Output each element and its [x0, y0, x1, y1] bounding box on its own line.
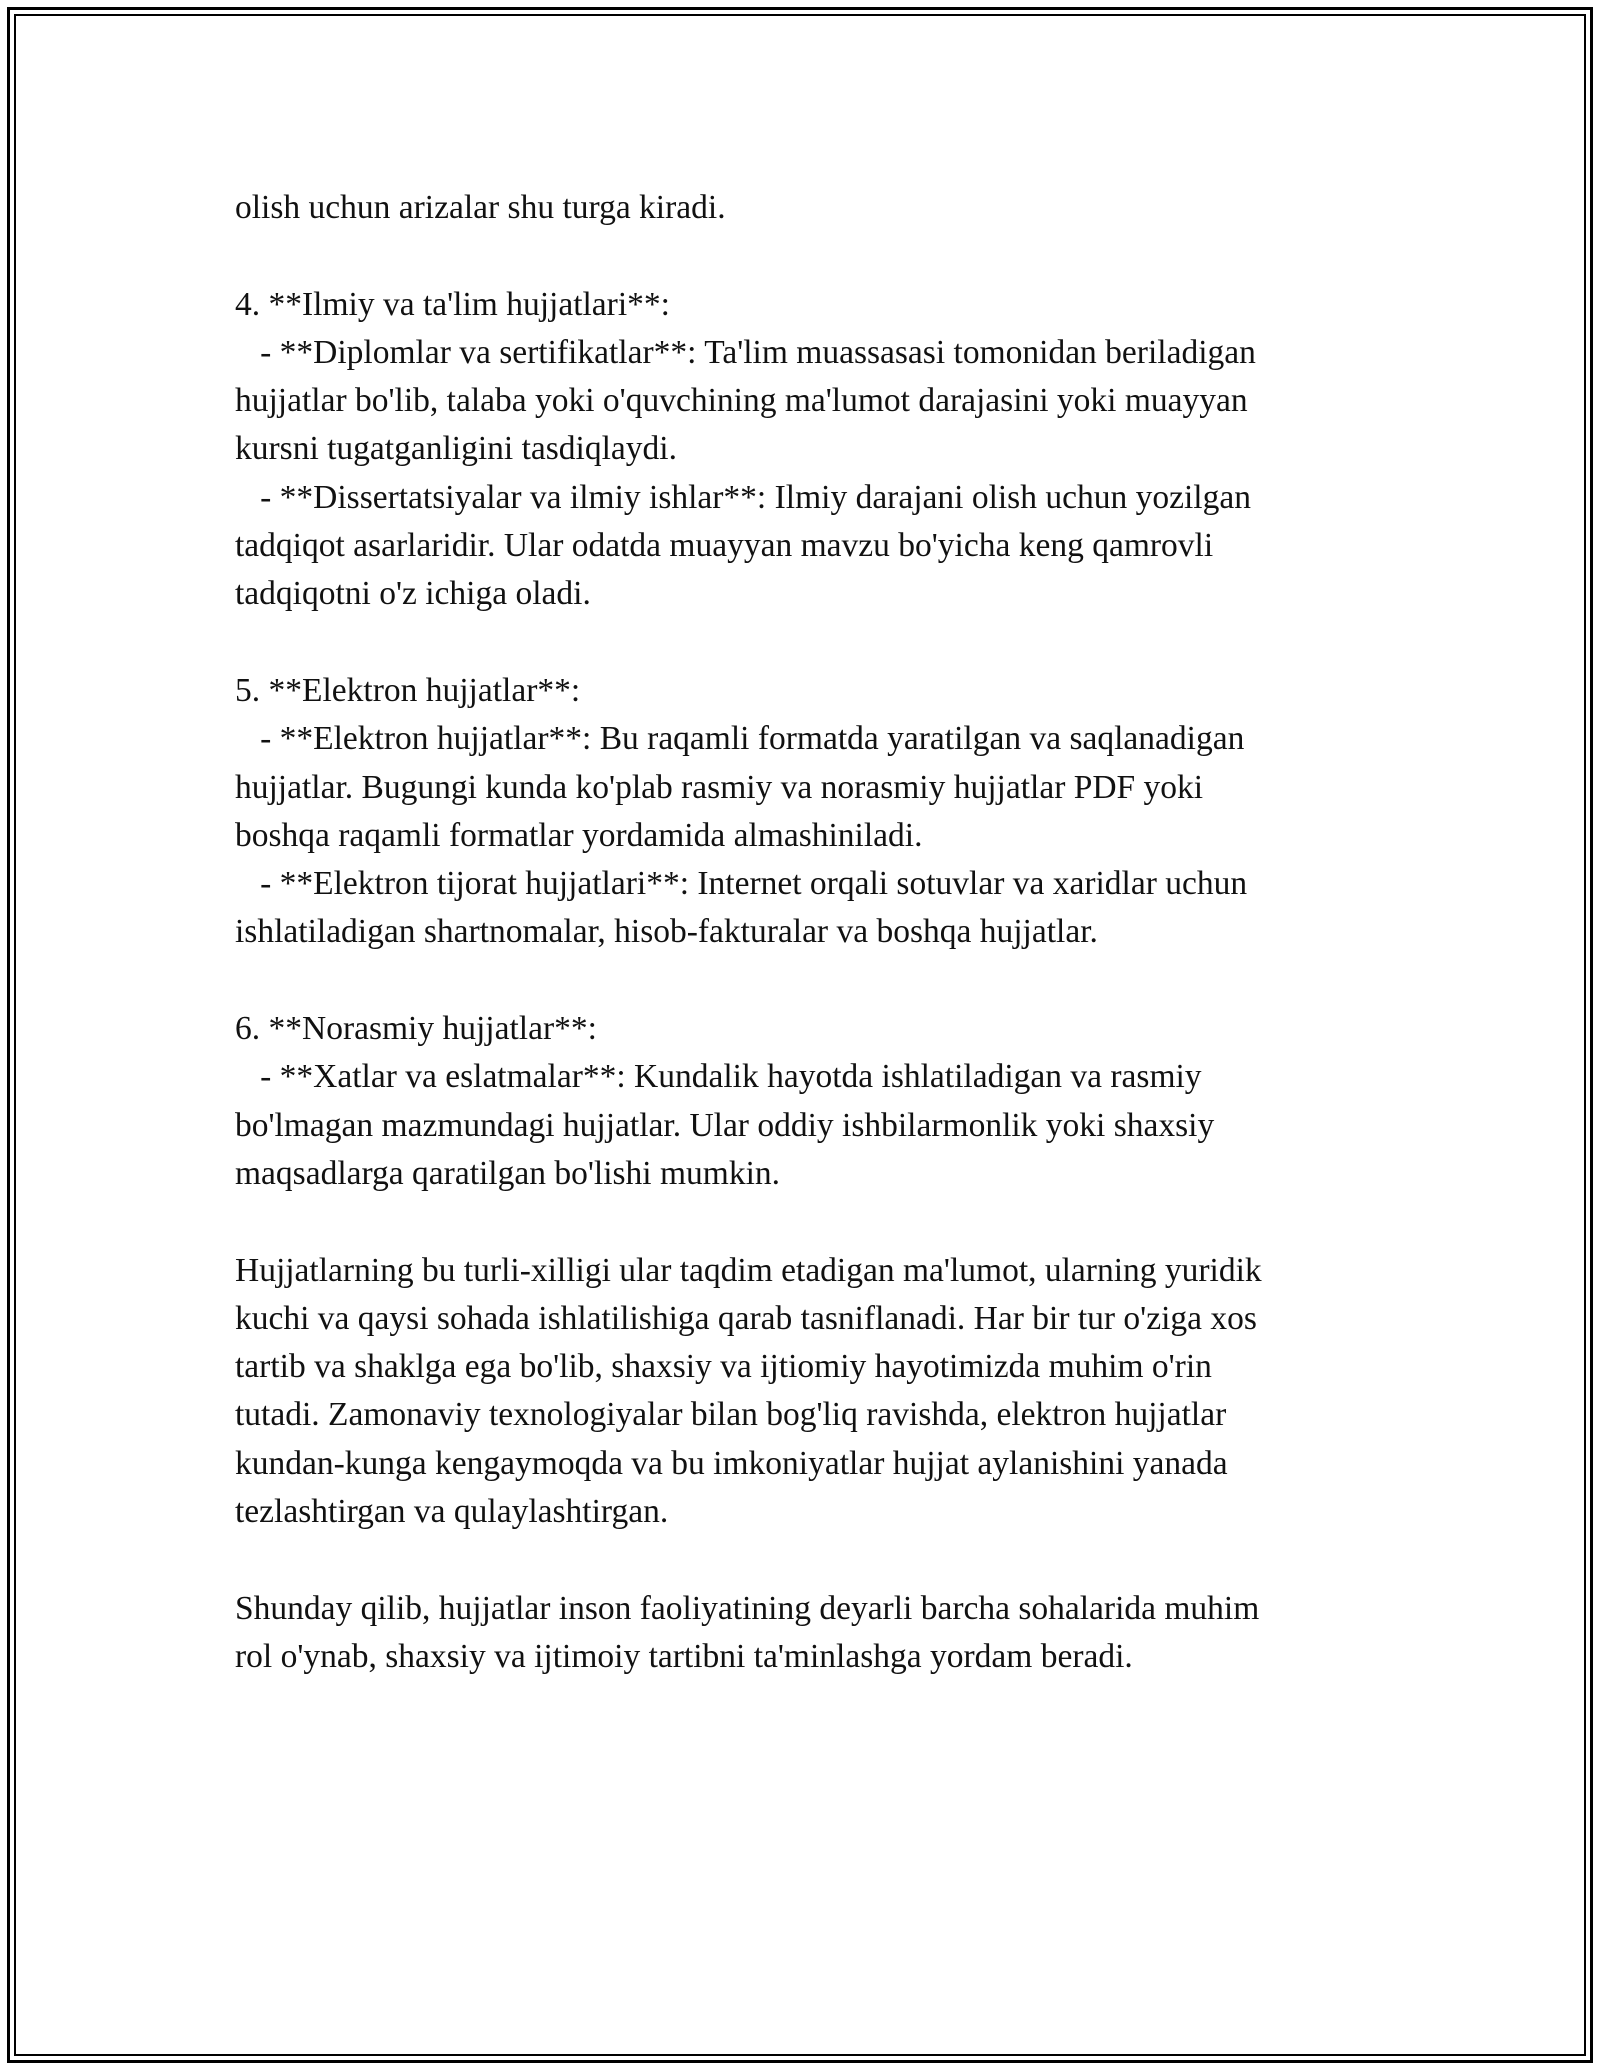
paragraph-gap [235, 1536, 1395, 1584]
text-line: tadqiqotni o'z ichiga oladi. [235, 575, 591, 613]
list-item-line: - **Diplomlar va sertifikatlar**: Ta'lim muassasasi tomonidan beriladigan [235, 333, 1256, 371]
paragraph-line: kuchi va qaysi sohada ishlatilishiga qarab tasniflanadi. Har bir tur o'ziga xos [235, 1299, 1257, 1337]
paragraph-line: Hujjatlarning bu turli-xilligi ular taqdim etadigan ma'lumot, ularning yuridik [235, 1251, 1262, 1289]
paragraph-gap [235, 619, 1395, 667]
text-line: hujjatlar bo'lib, talaba yoki o'quvchining ma'lumot darajasini yoki muayyan [235, 382, 1248, 420]
text-line: maqsadlarga qaratilgan bo'lishi mumkin. [235, 1154, 781, 1192]
text-line: bo'lmagan mazmundagi hujjatlar. Ular oddiy ishbilarmonlik yoki shaxsiy [235, 1106, 1215, 1144]
paragraph-gap [235, 957, 1395, 1005]
paragraph-line: rol o'ynab, shaxsiy va ijtimoiy tartibni ta'minlashga yordam beradi. [235, 1637, 1133, 1675]
paragraph-line: Shunday qilib, hujjatlar inson faoliyatining deyarli barcha sohalarida muhim [235, 1589, 1260, 1627]
paragraph-gap [235, 1198, 1395, 1246]
section-heading: 6. **Norasmiy hujjatlar**: [235, 1010, 597, 1048]
text-line: kursni tugatganligini tasdiqlaydi. [235, 430, 677, 468]
paragraph-line: kundan-kunga kengaymoqda va bu imkoniyatlar hujjat aylanishini yanada [235, 1444, 1228, 1482]
list-item-line: - **Elektron hujjatlar**: Bu raqamli formatda yaratilgan va saqlanadigan [235, 720, 1245, 758]
text-line: olish uchun arizalar shu turga kiradi. [235, 189, 726, 226]
list-item-line: - **Xatlar va eslatmalar**: Kundalik hayotda ishlatiladigan va rasmiy [235, 1058, 1202, 1096]
text-line: hujjatlar. Bugungi kunda ko'plab rasmiy va norasmiy hujjatlar PDF yoki [235, 768, 1204, 806]
paragraph-line: tartib va shaklga ega bo'lib, shaxsiy va ijtiomiy hayotimizda muhim o'rin [235, 1348, 1212, 1386]
section-heading: 5. **Elektron hujjatlar**: [235, 671, 581, 709]
list-item-line: - **Dissertatsiyalar va ilmiy ishlar**: Ilmiy darajani olish uchun yozilgan [235, 478, 1251, 516]
paragraph-line: tezlashtirgan va qulaylashtirgan. [235, 1493, 669, 1531]
paragraph-gap [235, 232, 1395, 280]
document-body [235, 184, 1395, 1681]
text-line: ishlatiladigan shartnomalar, hisob-fakturalar va boshqa hujjatlar. [235, 913, 1098, 951]
paragraph-line: tutadi. Zamonaviy texnologiyalar bilan bog'liq ravishda, elektron hujjatlar [235, 1396, 1227, 1434]
text-line: boshqa raqamli formatlar yordamida almashiniladi. [235, 816, 923, 854]
section-heading: 4. **Ilmiy va ta'lim hujjatlari**: [235, 285, 670, 323]
list-item-line: - **Elektron tijorat hujjatlari**: Internet orqali sotuvlar va xaridlar uchun [235, 865, 1248, 903]
text-line: tadqiqot asarlaridir. Ular odatda muayyan mavzu bo'yicha keng qamrovli [235, 527, 1214, 565]
